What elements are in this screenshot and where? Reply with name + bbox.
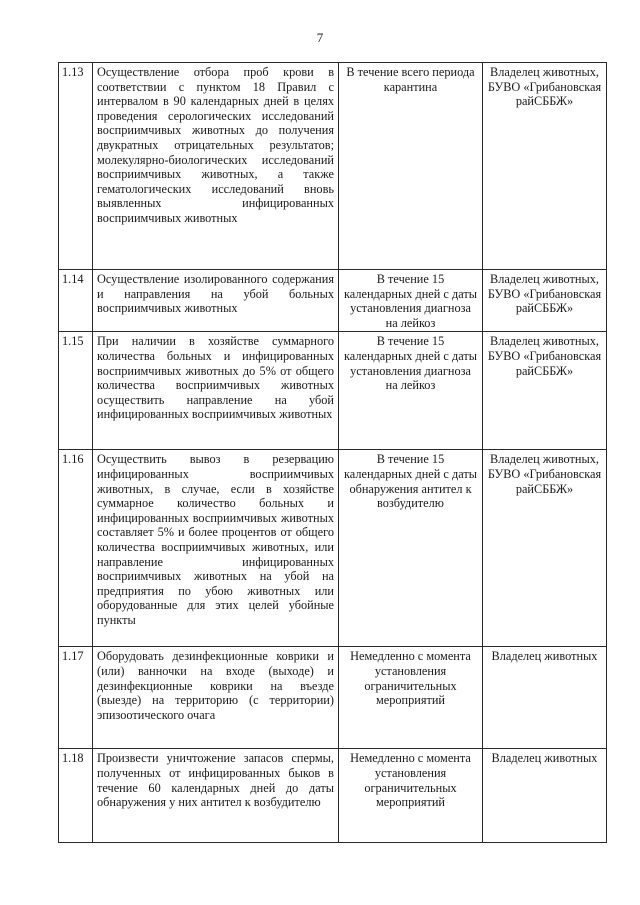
row-action: При наличии в хозяйстве суммарного количества больных и инфицированных восприимчивых животных до 5% от общего количества восприимчивых животных осуществить направление на убой инфицированных восприимчивых животных [93,332,339,450]
row-term: В течение 15 календарных дней с даты обнаружения антител к возбудителю [339,450,483,647]
row-responsible: Владелец животных [483,647,607,749]
row-responsible: Владелец животных, БУВО «Грибановская райСББЖ» [483,63,607,270]
row-term: В течение всего периода карантина [339,63,483,270]
table-row [59,270,607,332]
row-action: Произвести уничтожение запасов спермы, полученных от инфицированных быков в течение 60 календарных дней до даты обнаружения у них антител к возбудителю [93,749,339,843]
row-responsible: Владелец животных, БУВО «Грибановская райСББЖ» [483,332,607,450]
row-number: 1.13 [59,63,93,270]
row-responsible: Владелец животных, БУВО «Грибановская райСББЖ» [483,270,607,332]
table-row [59,647,607,749]
table-row [59,63,607,270]
row-term: Немедленно с момента установления ограничительных мероприятий [339,749,483,843]
row-number: 1.17 [59,647,93,749]
row-action: Осуществить вывоз в резервацию инфицированных восприимчивых животных, в случае, если в хозяйстве суммарное количество больных и инфицированных восприимчивых животных составляет 5% и более процентов от общего количества восприимчивых животных, или направление инфицированных восприимчивых животных на убой на предприятия по убою животных или оборудованные для этих целей убойные пункты [93,450,339,647]
table-row [59,332,607,450]
row-term: Немедленно с момента установления ограничительных мероприятий [339,647,483,749]
table-row [59,450,607,647]
row-number: 1.18 [59,749,93,843]
row-action: Осуществление изолированного содержания и направления на убой больных восприимчивых животных [93,270,339,332]
row-term: В течение 15 календарных дней с даты установления диагноза на лейкоз [339,270,483,332]
table-row [59,749,607,843]
measures-table [58,62,607,843]
row-number: 1.16 [59,450,93,647]
row-responsible: Владелец животных [483,749,607,843]
row-responsible: Владелец животных, БУВО «Грибановская райСББЖ» [483,450,607,647]
row-term: В течение 15 календарных дней с даты установления диагноза на лейкоз [339,332,483,450]
row-number: 1.14 [59,270,93,332]
row-action: Осуществление отбора проб крови в соответствии с пунктом 18 Правил с интервалом в 90 календарных дней в целях проведения серологических исследований восприимчивых животных до получения двукратных отрицательных результатов; молекулярно-биологических исследований восприимчивых животных, а также гематологических исследований вновь выявленных инфицированных восприимчивых животных [93,63,339,270]
row-action: Оборудовать дезинфекционные коврики и (или) ванночки на входе (выходе) и дезинфекционные коврики на въезде (выезде) на территорию (с территории) эпизоотического очага [93,647,339,749]
row-number: 1.15 [59,332,93,450]
page-number: 7 [316,30,324,45]
